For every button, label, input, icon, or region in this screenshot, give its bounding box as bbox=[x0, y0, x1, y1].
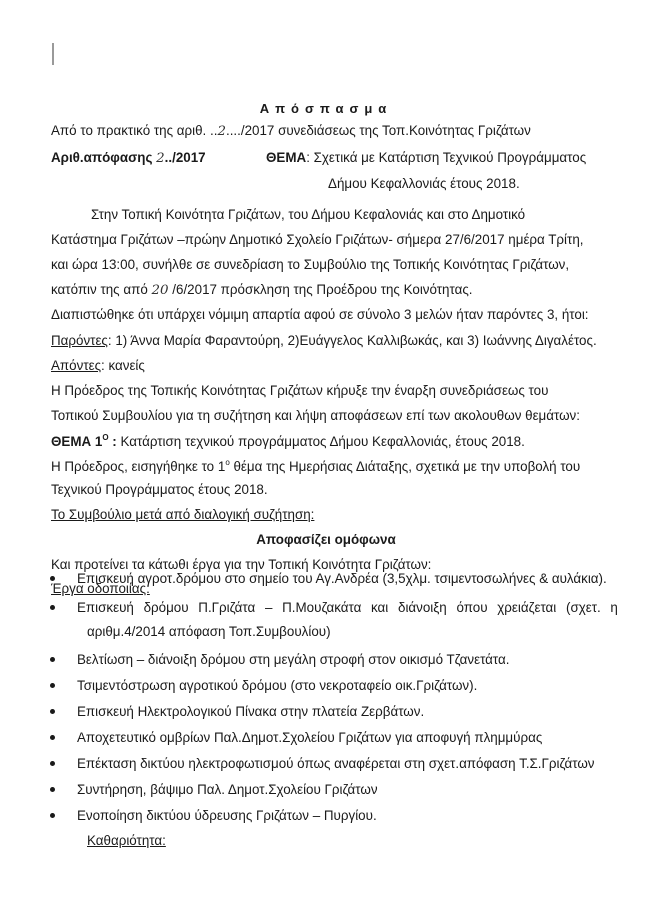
subject-text-continued: Δήμου Κεφαλλονιάς έτους 2018. bbox=[328, 176, 520, 191]
handwritten-decision-number: 2 bbox=[156, 151, 165, 166]
topic-colon: : bbox=[108, 434, 117, 449]
topic-line bbox=[51, 433, 525, 449]
list-item-text: Αποχετευτικό ομβρίων Παλ.Δημοτ.Σχολείου Γριζάτων για αποφυγή πλημμύρας bbox=[77, 730, 543, 745]
minutes-reference-prefix: Από το πρακτικό της αριθ. .. bbox=[51, 123, 218, 138]
invitation-prefix: κατόπιν της από bbox=[51, 282, 152, 297]
decision-number bbox=[51, 150, 206, 166]
topic-text: Κατάρτιση τεχνικού προγράμματος Δήμου Κεφαλλονιάς, έτους 2018. bbox=[116, 434, 525, 449]
list-item-text: Επισκευή Ηλεκτρολογικού Πίνακα στην πλατεία Ζερβάτων. bbox=[77, 704, 425, 719]
list-item-text: Βελτίωση – διάνοιξη δρόμου στη μεγάλη στροφή στον οικισμό Τζανετάτα. bbox=[77, 652, 510, 667]
intro-line-3: και ώρα 13:00, συνήλθε σε συνεδρίαση το Συμβούλιο της Τοπικής Κοινότητας Γριζάτων, bbox=[51, 257, 570, 272]
absent-members bbox=[51, 358, 145, 373]
handwritten-session-number: 2 bbox=[217, 124, 226, 139]
present-label: Παρόντες bbox=[51, 333, 108, 348]
subject-line bbox=[266, 150, 586, 165]
document-title: Απόσπασμα bbox=[259, 101, 393, 116]
list-item-text: Τσιμεντόστρωση αγροτικού δρόμου (στο νεκροταφείο οικ.Γριζάτων). bbox=[77, 678, 478, 693]
proposal-suffix: θέμα της Ημερήσιας Διάταξης, σχετικά με την υποβολή του bbox=[229, 459, 581, 474]
proposal-prefix: Η Πρόεδρος, εισηγήθηκε το 1 bbox=[51, 459, 226, 474]
list-item-text: Συντήρηση, βάψιμο Παλ. Δημοτ.Σχολείου Γριζάτων bbox=[77, 782, 378, 797]
bullet-icon bbox=[50, 709, 55, 714]
bullet-icon bbox=[50, 657, 55, 662]
bullet-icon bbox=[50, 735, 55, 740]
opening-line-2: Τοπικού Συμβουλίου για τη συζήτηση και λήψη αποφάσεων επί των ακολουθων θεμάτων: bbox=[51, 408, 580, 423]
bullet-icon bbox=[50, 813, 55, 818]
proposal-line-1 bbox=[51, 458, 580, 474]
opening-line-1: Η Πρόεδρος της Τοπικής Κοινότητας Γριζάτων κήρυξε την έναρξη συνεδριάσεως του bbox=[51, 383, 549, 398]
invitation-line bbox=[51, 282, 473, 298]
discussion-line: Το Συμβούλιο μετά από διαλογική συζήτηση: bbox=[51, 507, 315, 522]
present-text: : 1) Άννα Μαρία Φαραντούρη, 2)Ευάγγελος Καλλιβωκάς, και 3) Ιωάννης Διγαλέτος. bbox=[107, 333, 597, 348]
intro-line-1: Στην Τοπική Κοινότητα Γριζάτων, του Δήμου Κεφαλονιάς και στο Δημοτικό bbox=[91, 207, 526, 222]
proposal-line-2: Τεχνικού Προγράμματος έτους 2018. bbox=[51, 482, 268, 497]
absent-text: : κανείς bbox=[101, 358, 145, 373]
margin-mark bbox=[52, 43, 54, 65]
subject-text: : Σχετικά με Κατάρτιση Τεχνικού Προγράμματος bbox=[306, 150, 587, 165]
handwritten-invitation-day: 20 bbox=[151, 283, 169, 298]
list-item bbox=[50, 808, 377, 823]
list-item bbox=[50, 652, 510, 667]
list-item bbox=[50, 782, 378, 797]
bullet-icon bbox=[50, 787, 55, 792]
cleaning-heading: Καθαριότητα: bbox=[87, 833, 166, 848]
list-item bbox=[50, 678, 477, 693]
topic-label: ΘΕΜΑ 1 bbox=[51, 434, 103, 449]
bullet-icon bbox=[50, 683, 55, 688]
list-item bbox=[50, 704, 424, 719]
list-item-continued: αριθμ.4/2014 απόφαση Τοπ.Συμβουλίου) bbox=[87, 624, 331, 639]
quorum-line: Διαπιστώθηκε ότι υπάρχει νόμιμη απαρτία αφού σε σύνολο 3 μελών ήταν παρόντες 3, ήτοι: bbox=[51, 307, 589, 322]
list-item bbox=[50, 756, 595, 771]
bullet-icon bbox=[50, 576, 55, 581]
proposal-sup: ο bbox=[225, 458, 230, 467]
bullet-icon bbox=[50, 761, 55, 766]
topic-label-sup: Ο bbox=[102, 433, 109, 442]
minutes-reference-line bbox=[51, 123, 531, 139]
list-item bbox=[50, 571, 607, 586]
subject-label: ΘΕΜΑ bbox=[266, 150, 307, 165]
invitation-suffix: /6/2017 πρόσκληση της Προέδρου της Κοινότητας. bbox=[168, 282, 473, 297]
list-item-text: Επέκταση δικτύου ηλεκτροφωτισμού όπως αναφέρεται στη σχετ.απόφαση Τ.Σ.Γριζάτων bbox=[77, 756, 595, 771]
bullet-icon bbox=[50, 605, 55, 610]
absent-label: Απόντες bbox=[51, 358, 102, 373]
list-item bbox=[50, 600, 618, 615]
decision-number-suffix: ../2017 bbox=[164, 150, 206, 165]
present-members bbox=[51, 333, 597, 348]
list-item-text: Επισκευή δρόμου Π.Γριζάτα – Π.Μουζακάτα και διάνοιξη όπου χρειάζεται (σχετ. η bbox=[77, 600, 618, 615]
minutes-reference-suffix: ..../2017 συνεδιάσεως της Τοπ.Κοινότητας Γριζάτων bbox=[225, 123, 531, 138]
decision-number-label: Αριθ.απόφασης bbox=[51, 150, 157, 165]
intro-line-2: Κατάστημα Γριζάτων –πρώην Δημοτικό Σχολείο Γριζάτων- σήμερα 27/6/2017 ημέρα Τρίτη, bbox=[51, 232, 584, 247]
roadworks-heading: Έργα οδοποιίας: bbox=[51, 581, 150, 596]
list-item-text: Επισκευή αγροτ.δρόμου στο σημείο του Αγ.Ανδρέα (3,5χλμ. τσιμεντοσωλήνες & αυλάκια). bbox=[77, 571, 607, 586]
list-item bbox=[50, 730, 542, 745]
decision-heading: Αποφασίζει ομόφωνα bbox=[256, 532, 396, 547]
proposes-line: Και προτείνει τα κάτωθι έργα για την Τοπική Κοινότητα Γριζάτων: bbox=[51, 557, 432, 572]
list-item-text: Ενοποίηση δικτύου ύδρευσης Γριζάτων – Πυργίου. bbox=[77, 808, 377, 823]
